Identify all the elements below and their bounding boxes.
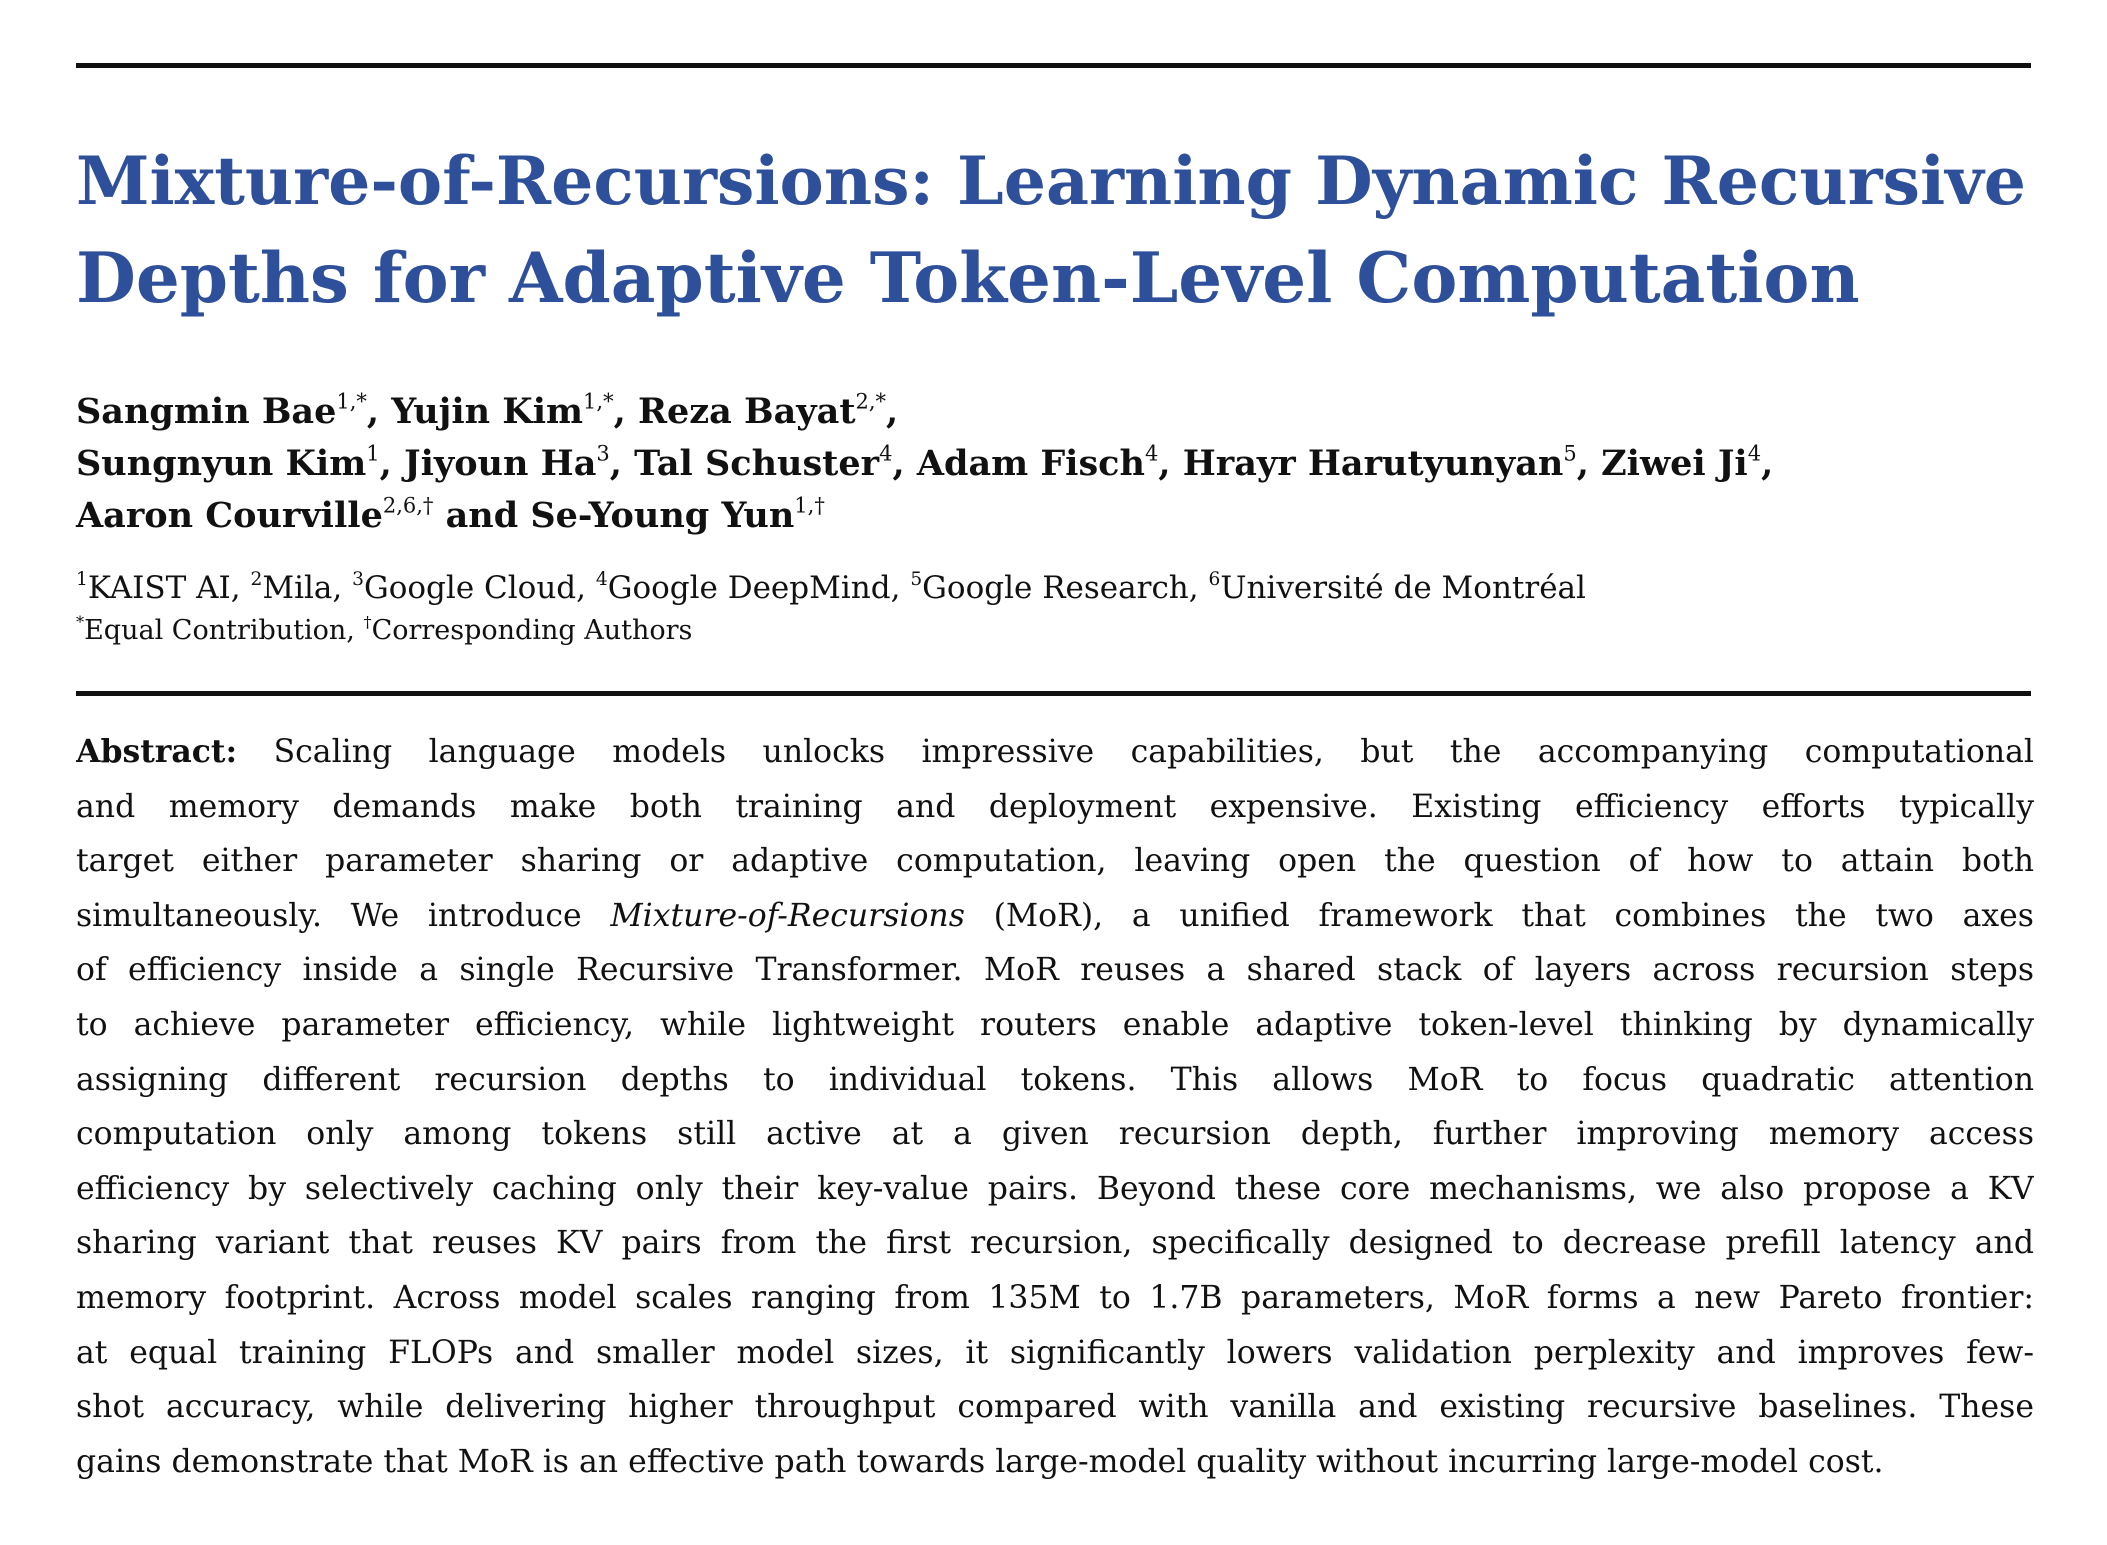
author-affil-marker: 1 — [366, 441, 380, 466]
author-affil-marker: 3 — [596, 441, 610, 466]
note-separator: , — [346, 615, 364, 646]
abstract-label: Abstract: — [76, 733, 238, 770]
affiliation-name: KAIST AI — [87, 570, 231, 606]
affiliation-marker: 2 — [250, 568, 263, 590]
author-affil-marker: 1,† — [794, 493, 825, 518]
equal-contribution-marker: * — [76, 612, 85, 632]
title-line-2: Depths for Adaptive Token-Level Computation — [76, 238, 1860, 319]
corresponding-author-note: Corresponding Authors — [371, 615, 693, 646]
equal-contribution-note: Equal Contribution — [84, 615, 347, 646]
top-rule — [76, 63, 2031, 68]
author-separator: , — [379, 443, 405, 484]
author-name: Ziwei Ji — [1601, 443, 1748, 484]
affiliation-name: Google Research — [922, 570, 1189, 606]
title-line-1: Mixture-of-Recursions: Learning Dynamic Recursive — [76, 142, 2026, 220]
abstract-line: computation only among tokens still active at a given recursion depth, further improving memory access — [76, 1116, 2034, 1153]
author-affil-marker: 5 — [1563, 441, 1577, 466]
author-line-2 — [76, 438, 2036, 490]
author-name: Sangmin Bae — [76, 391, 337, 432]
author-name: Adam Fisch — [916, 443, 1145, 484]
affiliation-separator: , — [332, 570, 353, 606]
section-rule — [76, 691, 2031, 696]
affiliation-name: Google DeepMind — [607, 570, 891, 606]
affiliation-name: Université de Montréal — [1220, 570, 1586, 606]
abstract-line: to achieve parameter efficiency, while lightweight routers enable adaptive token-level thinking by dynamically — [76, 1006, 2034, 1043]
abstract-text: simultaneously. We introduce — [76, 897, 611, 934]
affiliation-marker: 5 — [910, 568, 923, 590]
author-name: Yujin Kim — [391, 391, 584, 432]
abstract-line: and memory demands make both training and deployment expensive. Existing efficiency efforts typically — [76, 788, 2034, 825]
affiliation-separator: , — [230, 570, 251, 606]
author-separator: , — [366, 391, 392, 432]
author-affil-marker: 4 — [1144, 441, 1159, 466]
paper-title — [76, 132, 2036, 328]
abstract-line: sharing variant that reuses KV pairs from the first recursion, specifically designed to decrease prefill latency and — [76, 1225, 2034, 1262]
author-line-1 — [76, 386, 2036, 438]
abstract-line: of efficiency inside a single Recursive Transformer. MoR reuses a shared stack of layers across recursion steps — [76, 952, 2034, 989]
abstract-line: assigning different recursion depths to individual tokens. This allows MoR to focus quadratic attention — [76, 1061, 2034, 1098]
author-separator: , — [613, 391, 638, 432]
abstract-line: at equal training FLOPs and smaller model sizes, it significantly lowers validation perplexity and improves few- — [76, 1334, 2034, 1371]
abstract-line: target either parameter sharing or adaptive computation, leaving open the question of how to attain both — [76, 843, 2034, 880]
abstract-text: Scaling language models unlocks impressive capabilities, but the accompanying computational — [237, 734, 2034, 770]
author-affil-marker: 1,* — [336, 389, 367, 414]
author-separator: , — [609, 443, 635, 484]
author-separator: , — [886, 391, 899, 432]
affiliation-name: Google Cloud — [363, 570, 577, 606]
author-separator: , — [1576, 443, 1602, 484]
abstract-text: (MoR), a unified framework that combines the two axes — [964, 897, 2034, 934]
author-separator: , — [1761, 443, 1774, 484]
affiliation-marker: 4 — [595, 568, 608, 590]
abstract-line: shot accuracy, while delivering higher throughput compared with vanilla and existing recursive baselines. These — [76, 1389, 2034, 1426]
method-name-emphasis: Mixture-of-Recursions — [610, 897, 965, 934]
abstract-line: efficiency by selectively caching only their key-value pairs. Beyond these core mechanisms, we also propose a KV — [76, 1170, 2034, 1207]
affiliation-separator: , — [1188, 570, 1209, 606]
author-name: Aaron Courville — [76, 495, 383, 536]
abstract-line: memory footprint. Across model scales ranging from 135M to 1.7B parameters, MoR forms a new Pareto frontier: — [76, 1279, 2034, 1316]
author-list — [76, 386, 2036, 542]
abstract — [76, 725, 2034, 1489]
author-separator: and — [433, 495, 531, 536]
author-name: Hrayr Harutyunyan — [1182, 443, 1564, 484]
affiliation-marker: 3 — [352, 568, 364, 590]
abstract-line — [76, 725, 2034, 780]
author-separator: , — [892, 443, 917, 484]
author-name: Reza Bayat — [637, 391, 856, 432]
abstract-line: gains demonstrate that MoR is an effective path towards large-model quality without incurring large-model cost. — [76, 1443, 1884, 1480]
author-name: Jiyoun Ha — [404, 443, 597, 484]
affiliation-list — [76, 567, 2036, 609]
author-affil-marker: 4 — [1747, 441, 1762, 466]
author-name: Tal Schuster — [634, 443, 880, 484]
contribution-notes — [76, 613, 2036, 649]
affiliation-separator: , — [576, 570, 596, 606]
author-affil-marker: 2,* — [855, 389, 887, 414]
author-name: Se-Young Yun — [530, 495, 795, 536]
affiliation-name: Mila — [262, 570, 333, 606]
author-line-3 — [76, 490, 2036, 542]
corresponding-author-marker: † — [363, 612, 372, 632]
author-affil-marker: 4 — [879, 441, 893, 466]
affiliation-separator: , — [890, 570, 911, 606]
affiliation-marker: 6 — [1208, 568, 1221, 590]
author-name: Sungnyun Kim — [76, 443, 367, 484]
author-separator: , — [1158, 443, 1183, 484]
affiliation-marker: 1 — [76, 568, 88, 590]
author-affil-marker: 1,* — [583, 389, 614, 414]
abstract-line — [76, 889, 2034, 944]
author-affil-marker: 2,6,† — [382, 493, 434, 518]
